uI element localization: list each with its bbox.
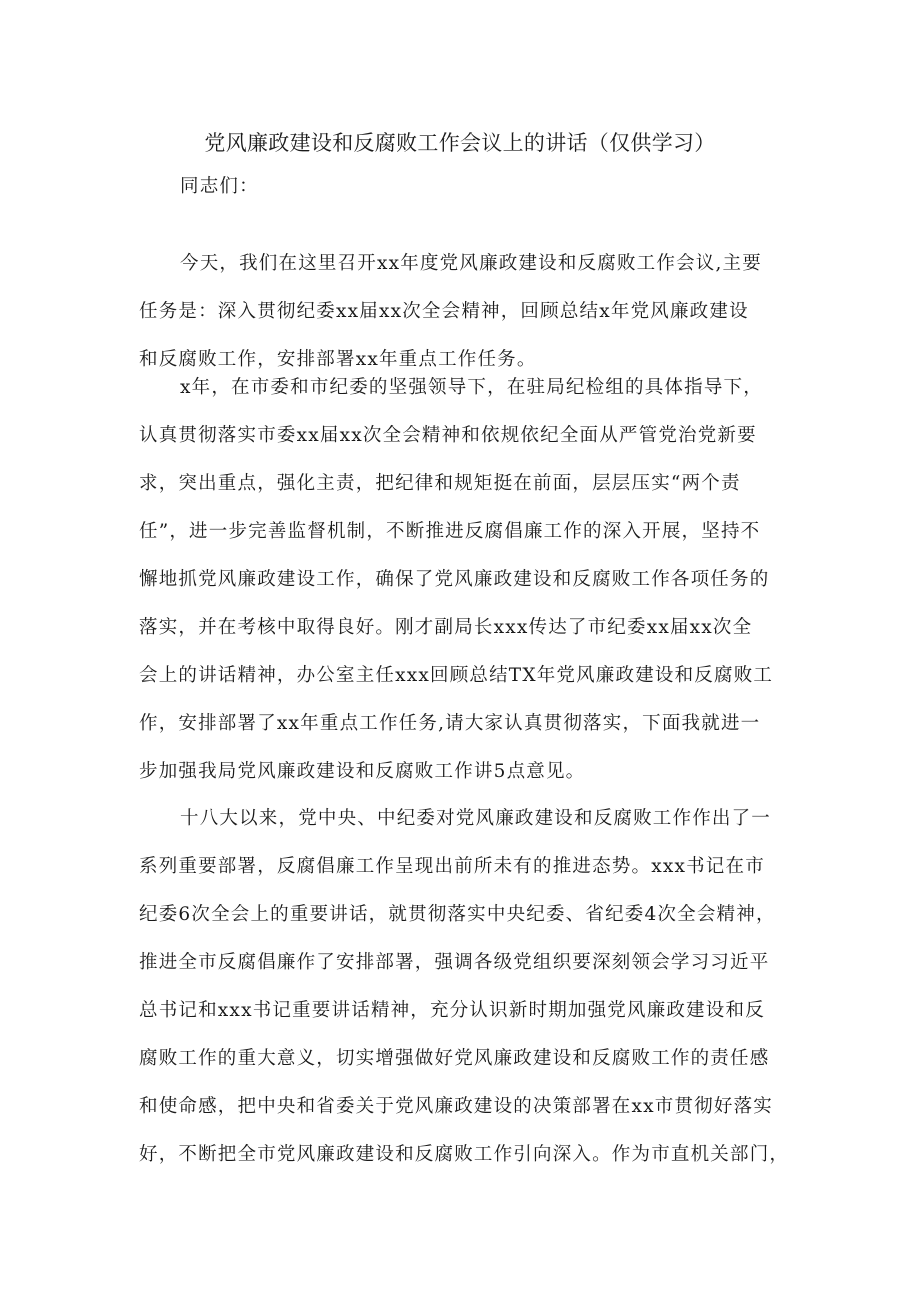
paragraph-line: 认真贯彻落实市委xx届xx次全会精神和依规依纪全面从严管党治党新要 <box>139 425 757 446</box>
paragraph-line: 总书记和xxx书记重要讲话精神，充分认识新时期加强党风廉政建设和反 <box>139 1000 765 1021</box>
paragraph-intro <box>139 240 789 384</box>
paragraph-line: 求，突出重点，强化主责，把纪律和规矩挺在前面，层层压实“两个责 <box>139 473 741 494</box>
paragraph-line: 推进全市反腐倡廉作了安排部署，强调各级党组织要深刻领会学习习近平 <box>139 952 770 973</box>
paragraph-line: 十八大以来，党中央、中纪委对党风廉政建设和反腐败工作作出了一 <box>180 808 772 829</box>
paragraph-line: 任”，进一步完善监督机制，不断推进反腐倡廉工作的深入开展，坚持不 <box>139 521 761 542</box>
document-title: 党风廉政建设和反腐败工作会议上的讲话（仅供学习） <box>204 131 716 155</box>
paragraph-line: 今天，我们在这里召开xx年度党风廉政建设和反腐败工作会议,主要 <box>180 253 762 274</box>
paragraph-review <box>139 364 789 796</box>
paragraph-line: 好，不断把全市党风廉政建设和反腐败工作引向深入。作为市直机关部门， <box>139 1144 789 1165</box>
paragraph-line: x年，在市委和市纪委的坚强领导下，在驻局纪检组的具体指导下， <box>180 377 763 398</box>
paragraph-line: 步加强我局党风廉政建设和反腐败工作讲5点意见。 <box>139 761 586 782</box>
paragraph-background <box>139 795 789 1179</box>
salutation: 同志们： <box>180 176 259 197</box>
paragraph-line: 落实，并在考核中取得良好。刚才副局长xxx传达了市纪委xx届xx次全 <box>139 617 753 638</box>
paragraph-line: 纪委6次全会上的重要讲话，就贯彻落实中央纪委、省纪委4次全会精神， <box>139 904 776 925</box>
paragraph-line: 懈地抓党风廉政建设工作，确保了党风廉政建设和反腐败工作各项任务的 <box>139 569 770 590</box>
paragraph-line: 和反腐败工作，安排部署xx年重点工作任务。 <box>139 349 537 370</box>
paragraph-line: 会上的讲话精神，办公室主任xxx回顾总结TX年党风廉政建设和反腐败工 <box>139 665 774 686</box>
paragraph-line: 腐败工作的重大意义，切实增强做好党风廉政建设和反腐败工作的责任感 <box>139 1048 770 1069</box>
paragraph-line: 和使命感，把中央和省委关于党风廉政建设的决策部署在xx市贯彻好落实 <box>139 1096 773 1117</box>
paragraph-line: 任务是：深入贯彻纪委xx届xx次全会精神，回顾总结x年党风廉政建设 <box>139 301 749 322</box>
paragraph-line: 作，安排部署了xx年重点工作任务,请大家认真贯彻落实，下面我就进一 <box>139 713 761 734</box>
paragraph-line: 系列重要部署，反腐倡廉工作呈现出前所未有的推进态势。xxx书记在市 <box>139 856 765 877</box>
